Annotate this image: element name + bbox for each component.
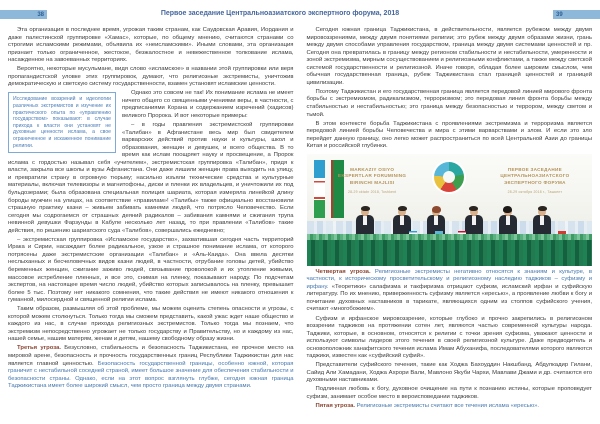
threat-5-blue-text: Религиозные экстремисты считают все течения ислама «ересью». — [355, 403, 540, 410]
left-column — [8, 27, 294, 420]
right-column — [307, 27, 593, 420]
list-item-dash: – экстремистская группировка «Исламское государство», захватившая сегодня часть территорий Ирака и Сирии, насаждает более радикальное, узкое и страшное понимание ислама, от которого потрясены даже экстремистские организации «Талибан» и «Аль-Каида». Она ввела десятки неслыханных и бесчеловечных видов казни людей, в частности, отрубание головы детей, убийство беременных женщин, сжигание заживо людей, связывание проволокой и их утопление живыми, массовое истребление пленных, и все это, снимая на пленку, показывают народу. По подсчетам экспертов, на настоящее время число людей, убийство которых записывалось на пленку, превышает более 5 тыс. Поэтому нет никакого сомнения, что такие действия не имеют никакого отношения к гуманной, милосердной и священной религии ислама. — [8, 236, 294, 304]
banner-line: ПЕРВОЕ ЗАСЕДАНИЕ — [507, 166, 562, 172]
threat-4-label: Четвертая угроза. — [315, 268, 371, 275]
paragraph: Однако это совсем не так! Их понимание ислама не имеет ничего общего со священными учениями веры, в частности, с предписаниями Корана и содержанием изречений (хадисов) великого Пророка. И вот некоторые примеры: — [122, 90, 294, 120]
paragraph: Эта организация в последнее время, угрожая таким странам, как Саудовская Аравия, Иордания и даже палестинской группировке «Хамас», которые, по общему мнению, считаются странами со строгими исламскими режимами, объявила их «неисламскими». Иными словами, эта организация признает только ограниченное, жестокое, безжалостное и невежественное толкование ислама, насажденное на завоеванных территориях. — [8, 27, 294, 64]
threat-4-text: «Теоретики» салафизма и такфиризма отрицают суфизм, исламский ирфан и суфийскую литературу. По их мнению, приверженность суфизму является «ересью», а проявление любви к богу и почитание духовных наставников в тарикате, являющихся одним из столпов суфийского учения, считают «многобожием». — [306, 283, 592, 313]
pull-quote-box: Исследование воззрений и идеологии различных экстремистов и изучение их практического опыта по «управлению государством» показывают: в случае прихода к власти они установят не духовные ценности ислама, а свое ограниченное и искаженное понимание религии. — [8, 92, 116, 153]
paragraph-threat-4 — [307, 269, 593, 314]
threat-5-label: Пятая угроза. — [315, 403, 356, 410]
banner-line: ЭКСПЕРТНОГО ФОРУМА — [504, 180, 566, 186]
paragraph-threat-3 — [8, 345, 294, 390]
paragraph: Сегодня южная граница Таджикистана, в действительности, является рубежом между двумя мировоззрениями, между двумя понятиями религии; это рубеж между двумя образами жизни, грань между двумя способами управления государством, граница между двумя системами ценностей и пр. Сегодня она превратилась в границу между регионом стабильности и нестабильности, умеренности и зоной экстремизма, мирным сосуществованием и религиозными конфликтами, а также между светской системой государственности и религиозной. Иначе говоря, обладая более широким смыслом, чем обычная государственная граница, рубеж Таджикистана стал границей ценностей и границей цивилизации. — [306, 27, 592, 86]
paragraph-threat-5 — [307, 403, 593, 411]
threat-3-label: Третья угроза. — [17, 345, 61, 352]
list-item-dash: – в годы правления экстремистской группировки «Талибан» в Афганистане весь мир был свидетелем варварских действий против науки и культуры, школ и образования, женщин и девушек, и всего общества. В то время как ислам поощряет науку и просвещение, а Пророк ислама с гордостью называл себя «учителем», экстремистская группировка «Талибан», придя к власти, закрыла все школы и вузы Афганистана. Они даже лишили женщин права выходить на улицу, и превратили страну в огромную тюрьму; насильно изъяли технические средства и культурные материалы, включая телевизоры и магнитофоны, диски и пленки их владельцев, и уничтожили их под бульдозерами; была образована специальная полиция шариата, которая измеряла линейкой длину бороды мужчин на улицах, на соответствие «правилам»! «Талибы» также официально восстановили страшную практику казни – живьем забивать камнями людей, что потрясло Человечество. Если сегодня мы содрогаемся от страшных деяний радикалов – забивания камнями и сжигания трупа невинной девушки Фарзунды в Кабуле несколько лет назад, то при правлении «Талибов» такие действия, по решению шариатского суда «Талибов», совершались ежедневно; — [8, 122, 294, 234]
running-header-title: Первое заседание Центральноазиатского экспертного форума, 2018 — [160, 10, 400, 17]
threat-3-text: Безусловно, стабильность и безопасность Таджикистана, ее прочное место на мировой арене, безопасность и прочность государственных границ Республики Таджикистан для нас является главной ценностью. — [8, 345, 294, 367]
backdrop-banner-uzbek — [324, 167, 421, 195]
backdrop-banner-russian — [486, 167, 583, 195]
banner-line: EKSPERTLAR FORUMINING — [337, 173, 407, 179]
paragraph: Представители суфийского течения, такие как Ходжа Бахоуддин Накшбанд, Абдулкадир Гилани, Сайид Али Хамадани, Ходжа Ахрори Вали, Мавлоно Якуби Чархи, Мавлави Джами и др. считаются его духовными наставниками. — [306, 362, 592, 384]
banner-line: ЦЕНТРАЛЬНОАЗИАТСКОГО — [500, 173, 570, 179]
banner-date: 28-29 oktabr 2018, Toshkent — [347, 189, 397, 194]
paragraph: Поэтому Таджикистан и его государственная граница является передовой линией мирового фронта борьбы с экстремизмом, радикализмом, терроризмом; это передовая линия фронта борьбы между стабильностью и нестабильностью; это граница между безопасностью и террором, между светом и тьмой. — [306, 88, 592, 118]
banner-line: BIRINCHI MAJLISI — [349, 180, 395, 186]
green-tablecloth — [307, 238, 593, 266]
banner-date: 28-29 октября 2018 г., Ташкент — [507, 189, 563, 194]
paragraph: Суфизм и ирфанское мировоззрение, которые глубоко и прочно закрепились в религиозном воззрении таджиков на протяжении сотен лет, являются частью современной культуры народа. Таджики, которые, в основном, относятся к религии с точки зрения суфизма, уважают ценности и используют символы лидеров этого течения в своей религиозной культуре. Даже предводитель и основоположник ханафитского течения ислама Имам Абуханифа, последователями которого являются таджики, известен как «суфийский суфий». — [306, 315, 592, 360]
page-number-bar-right — [553, 10, 600, 19]
conference-photo — [307, 154, 593, 266]
paragraph: Вероятно, некоторые мусульмане, видя слово «исламское» в названии этой группировки или веря пропагандистской уловке этих группировок, думают, что религиозные экстремисты, уничтожив демократическую и светскую систему государственности, взамен установят исламские ценности. — [8, 66, 294, 88]
forum-logo-icon — [434, 162, 464, 192]
page-number-left: 38 — [37, 11, 44, 18]
paragraph: В этом контексте борьба Таджикистана с проявлениями экстремизма и терроризма является передовой линией борьбы Человечества и мира с этими варварствами и злом. И если это зло перейдет данную границу, оно легко может распространиться по всей Центральной Азии до границы Китая и российской глубинки. — [306, 120, 592, 150]
paragraph: Таким образом, размышляя об этой проблеме, мы можем оценить степень опасности и угрозы, с которой можем столкнуться. Только тогда мы сможем представить, какой ужас ждет наше общество и каждого из нас, в случае прихода религиозных экстремистов. Только тогда мы познаем, что экстремизм непосредственно угрожает не только государству и Правительству, но и каждому из нас, нашей семье, нашим матерям, женам и детям, нашему свободному образу жизни. — [8, 306, 294, 343]
page-number-right: 39 — [556, 11, 563, 18]
threat-4-blue-text: Религиозные экстремисты негативно относятся к знаниям и культуре, в частности, к историческому просветительскому и религиозному наследию таджиков – суфизму и ирфану. — [306, 268, 592, 290]
page-body — [8, 27, 592, 420]
paragraph: Подлинная любовь к богу, духовное очищение на пути к познанию истины, которые проповедует суфизм, занимает особое место в вероисповедании таджиков. — [306, 386, 592, 400]
threat-3-blue-text: Безопасность государственной границы, особенно южной, которая граничит с нестабильной соседней страной, имеет большое значение для обеспечения стабильности и безопасности страны. Однако, если на этот вопрос взглянуть глубже, сегодня южная граница Таджикистана имеет более широкий смысл, чем просто граница между двумя странами. — [8, 360, 294, 390]
banner-line: MARKAZIY OSIYO — [350, 166, 395, 172]
